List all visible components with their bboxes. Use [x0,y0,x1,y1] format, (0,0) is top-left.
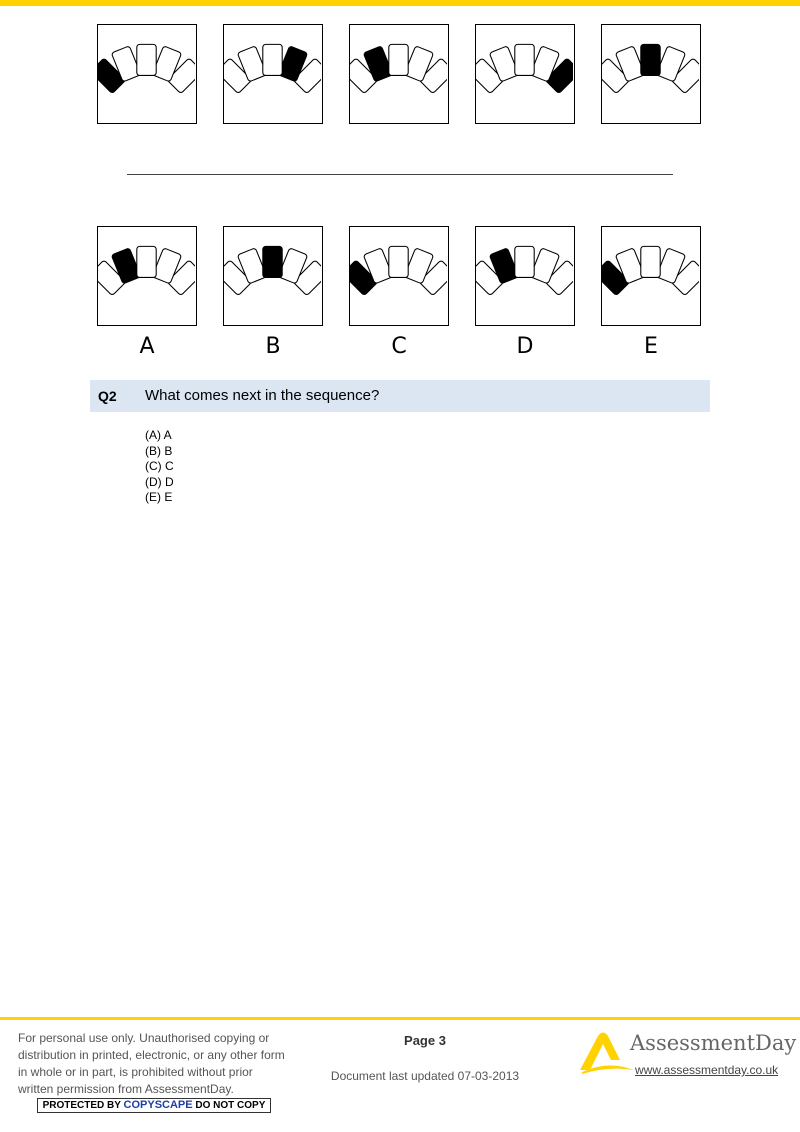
copyscape-brand: COPYSCAPE [123,1099,193,1111]
card-3-outline [137,246,156,277]
option-letter-d: D [516,334,534,359]
answer-option-e[interactable]: (E) E [145,490,173,504]
option-figure-c[interactable] [349,226,449,326]
top-accent-bar [0,0,800,6]
page-number: Page 3 [404,1033,446,1048]
brand-name: AssessmentDay [630,1031,797,1055]
card-3-outline [389,246,408,277]
card-3-outline [515,246,534,277]
footer-disclaimer: For personal use only. Unauthorised copying or distribution in printed, electronic, or any other form in whole or in part, is prohibited without prior written permission from AssessmentDay. [18,1031,285,1096]
card-3-outline [515,44,534,75]
sequence-figure-2 [223,24,323,124]
question-text: What comes next in the sequence? [145,387,380,404]
card-3-outline [389,44,408,75]
option-figure-a[interactable] [97,226,197,326]
assessmentday-logo-icon [578,1030,634,1074]
sequence-figure-1 [97,24,197,124]
answer-option-a[interactable]: (A) A [145,428,172,442]
brand-url-link[interactable]: www.assessmentday.co.uk [635,1063,779,1077]
option-letter-b: B [265,334,281,359]
document-updated: Document last updated 07-03-2013 [330,1069,520,1083]
question-number: Q2 [98,388,117,404]
copyscape-prefix: PROTECTED BY [42,1100,124,1111]
answer-option-c[interactable]: (C) C [145,459,174,473]
card-3-outline [641,246,660,277]
sequence-divider [127,174,673,175]
question-header [90,380,710,412]
card-3-outline [137,44,156,75]
card-3-filled [641,44,660,75]
answer-list [145,428,174,506]
sequence-figure-5 [601,24,701,124]
sequence-figure-4 [475,24,575,124]
card-3-filled [263,246,282,277]
option-letter-a: A [139,334,155,359]
card-3-outline [263,44,282,75]
copyscape-suffix: DO NOT COPY [192,1100,266,1111]
option-letter-c: C [391,334,407,359]
answer-option-b[interactable]: (B) B [145,443,173,458]
footer-accent-bar [0,1017,800,1020]
option-figure-e[interactable] [601,226,701,326]
option-letter-e: E [644,334,658,359]
sequence-figure-3 [349,24,449,124]
copyscape-badge[interactable] [37,1098,271,1113]
option-figure-d[interactable] [475,226,575,326]
answer-option-d[interactable]: (D) D [145,474,174,489]
option-figure-b[interactable] [223,226,323,326]
